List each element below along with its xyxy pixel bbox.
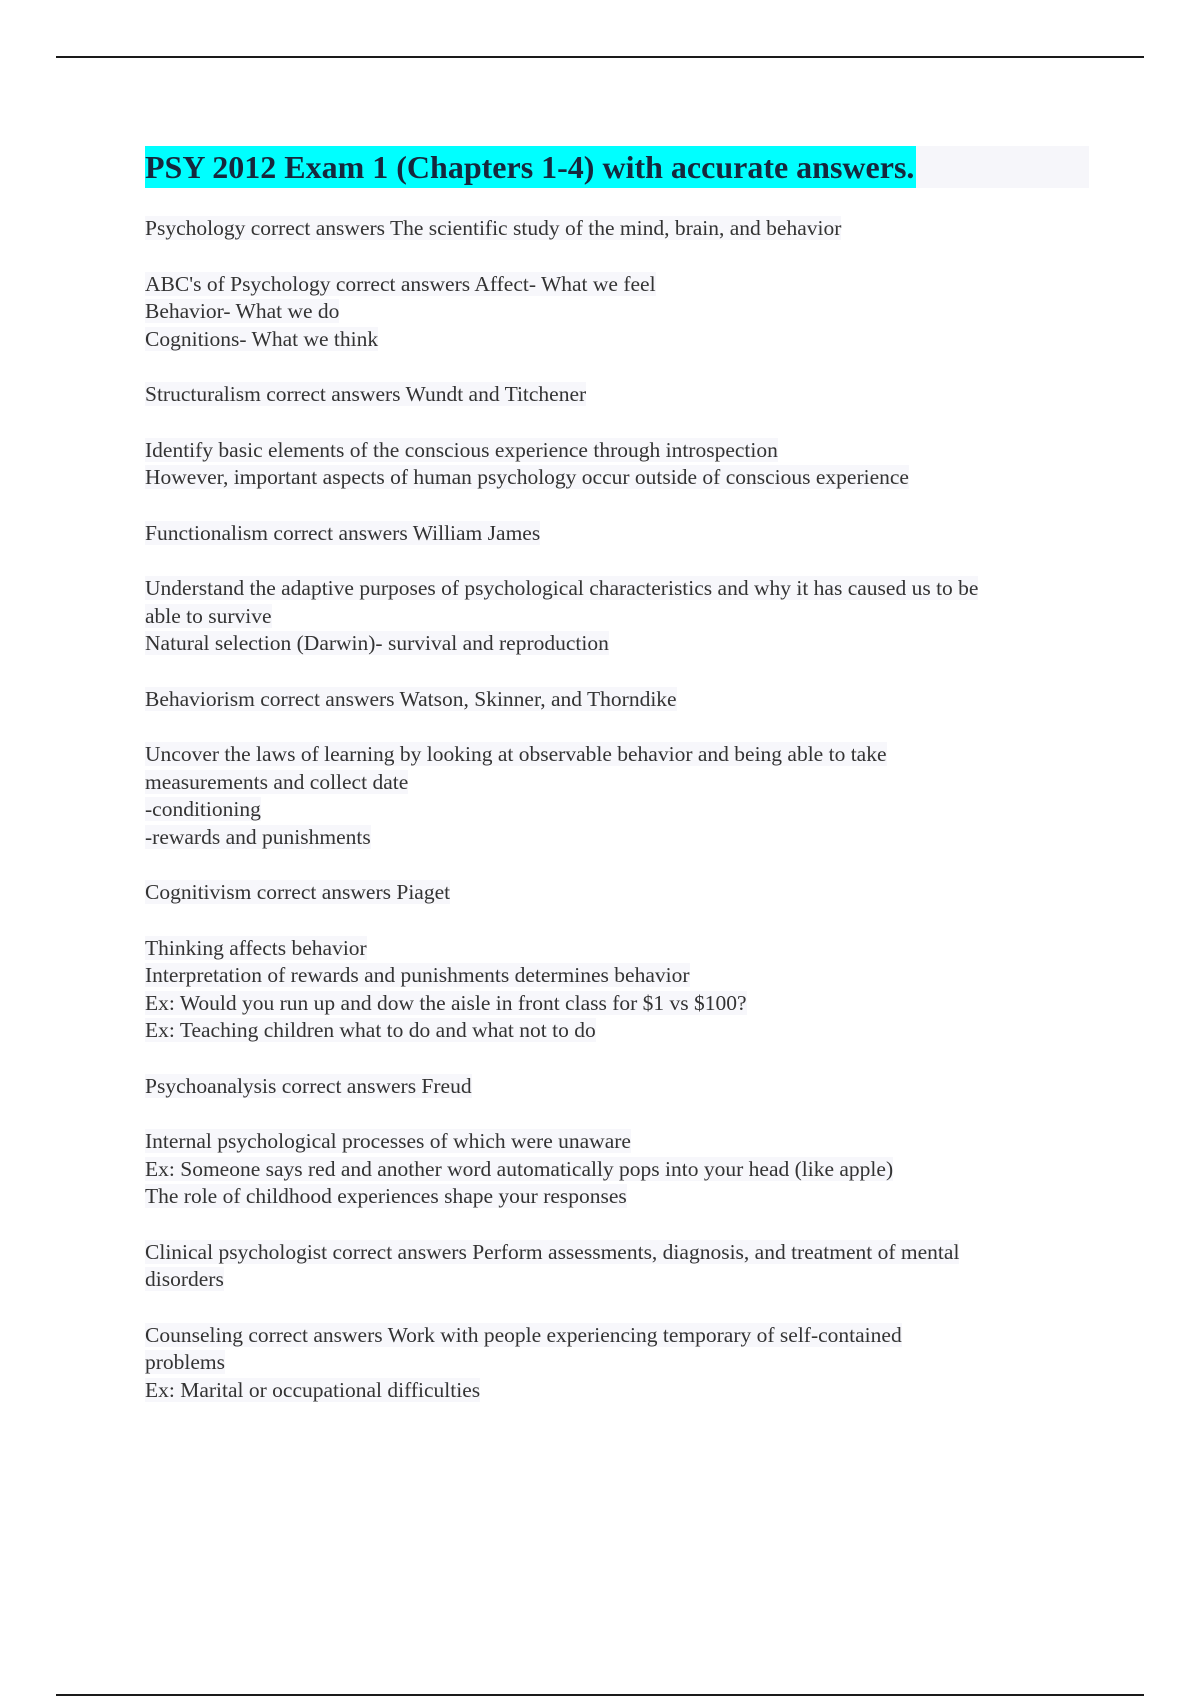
qa-entry <box>145 879 1095 907</box>
entry-line-text: However, important aspects of human psychology occur outside of conscious experience <box>145 465 909 489</box>
qa-entry <box>145 1128 1095 1211</box>
entry-line <box>145 271 1095 299</box>
entry-line <box>145 520 1095 548</box>
entry-line-text: Structuralism correct answers Wundt and Titchener <box>145 382 587 406</box>
entry-line-text: Interpretation of rewards and punishments determines behavior <box>145 963 690 987</box>
bottom-rule <box>56 1694 1144 1696</box>
qa-entry <box>145 437 1095 492</box>
document-title: PSY 2012 Exam 1 (Chapters 1-4) with accurate answers. <box>145 146 916 188</box>
entry-line <box>145 1128 1095 1156</box>
qa-entry <box>145 271 1095 354</box>
entry-line-text: Ex: Someone says red and another word automatically pops into your head (like apple) <box>145 1156 894 1181</box>
entry-line-text: problems <box>145 1350 226 1374</box>
entry-line-text: Internal psychological processes of which were unaware <box>145 1129 631 1153</box>
entry-line <box>145 686 1095 714</box>
entry-line <box>145 437 1095 465</box>
entry-line-text: Behavior- What we do <box>145 299 340 323</box>
entry-line-text: Clinical psychologist correct answers Perform assessments, diagnosis, and treatment of mental <box>145 1239 960 1264</box>
entry-line <box>145 1017 1095 1045</box>
qa-entry <box>145 215 1095 243</box>
entry-line-text: able to survive <box>145 603 272 628</box>
entry-line <box>145 962 1095 990</box>
qa-entry <box>145 686 1095 714</box>
entry-line <box>145 796 1095 824</box>
entry-line-text: Behaviorism correct answers Watson, Skinner, and Thorndike <box>145 686 677 711</box>
entry-line-text: Natural selection (Darwin)- survival and reproduction <box>145 631 609 655</box>
entry-line <box>145 1156 1095 1184</box>
entry-line-text: Cognitions- What we think <box>145 326 379 351</box>
qa-list <box>145 215 1095 1432</box>
qa-entry <box>145 935 1095 1045</box>
entry-line-text: -conditioning <box>145 797 261 821</box>
entry-line <box>145 381 1095 409</box>
entry-line <box>145 575 1095 603</box>
entry-line <box>145 326 1095 354</box>
entry-line <box>145 1239 1095 1267</box>
entry-line <box>145 1322 1095 1350</box>
entry-line <box>145 630 1095 658</box>
entry-line <box>145 215 1095 243</box>
qa-entry <box>145 381 1095 409</box>
qa-entry <box>145 520 1095 548</box>
entry-line <box>145 1073 1095 1101</box>
entry-line-text: Uncover the laws of learning by looking at observable behavior and being able to take <box>145 742 887 766</box>
entry-line-text: Psychology correct answers The scientific study of the mind, brain, and behavior <box>145 216 842 240</box>
entry-line-text: -rewards and punishments <box>145 824 371 849</box>
entry-line-text: Thinking affects behavior <box>145 935 367 960</box>
entry-line <box>145 298 1095 326</box>
entry-line-text: ABC's of Psychology correct answers Affect- What we feel <box>145 271 656 296</box>
top-rule <box>56 56 1144 58</box>
qa-entry <box>145 575 1095 658</box>
entry-line-text: Ex: Marital or occupational difficulties <box>145 1377 481 1402</box>
entry-line-text: Understand the adaptive purposes of psychological characteristics and why it has caused us to be <box>145 576 979 600</box>
entry-line-text: Identify basic elements of the conscious experience through introspection <box>145 437 778 462</box>
entry-line <box>145 464 1095 492</box>
entry-line-text: Ex: Teaching children what to do and what not to do <box>145 1018 596 1042</box>
entry-line-text: measurements and collect date <box>145 769 409 794</box>
entry-line <box>145 824 1095 852</box>
entry-line-text: disorders <box>145 1267 224 1291</box>
entry-line-text: Functionalism correct answers William James <box>145 520 541 545</box>
entry-line <box>145 1349 1095 1377</box>
entry-line <box>145 603 1095 631</box>
entry-line <box>145 990 1095 1018</box>
entry-line <box>145 935 1095 963</box>
entry-line <box>145 769 1095 797</box>
entry-line-text: Ex: Would you run up and dow the aisle in front class for $1 vs $100? <box>145 990 747 1015</box>
entry-line-text: Psychoanalysis correct answers Freud <box>145 1073 472 1098</box>
entry-line-text: Cognitivism correct answers Piaget <box>145 880 451 904</box>
entry-line-text: The role of childhood experiences shape your responses <box>145 1184 627 1208</box>
entry-line <box>145 1266 1095 1294</box>
qa-entry <box>145 741 1095 851</box>
entry-line <box>145 741 1095 769</box>
entry-line <box>145 1377 1095 1405</box>
entry-line-text: Counseling correct answers Work with people experiencing temporary of self-contained <box>145 1322 902 1347</box>
qa-entry <box>145 1322 1095 1405</box>
entry-line <box>145 879 1095 907</box>
qa-entry <box>145 1239 1095 1294</box>
entry-line <box>145 1183 1095 1211</box>
qa-entry <box>145 1073 1095 1101</box>
